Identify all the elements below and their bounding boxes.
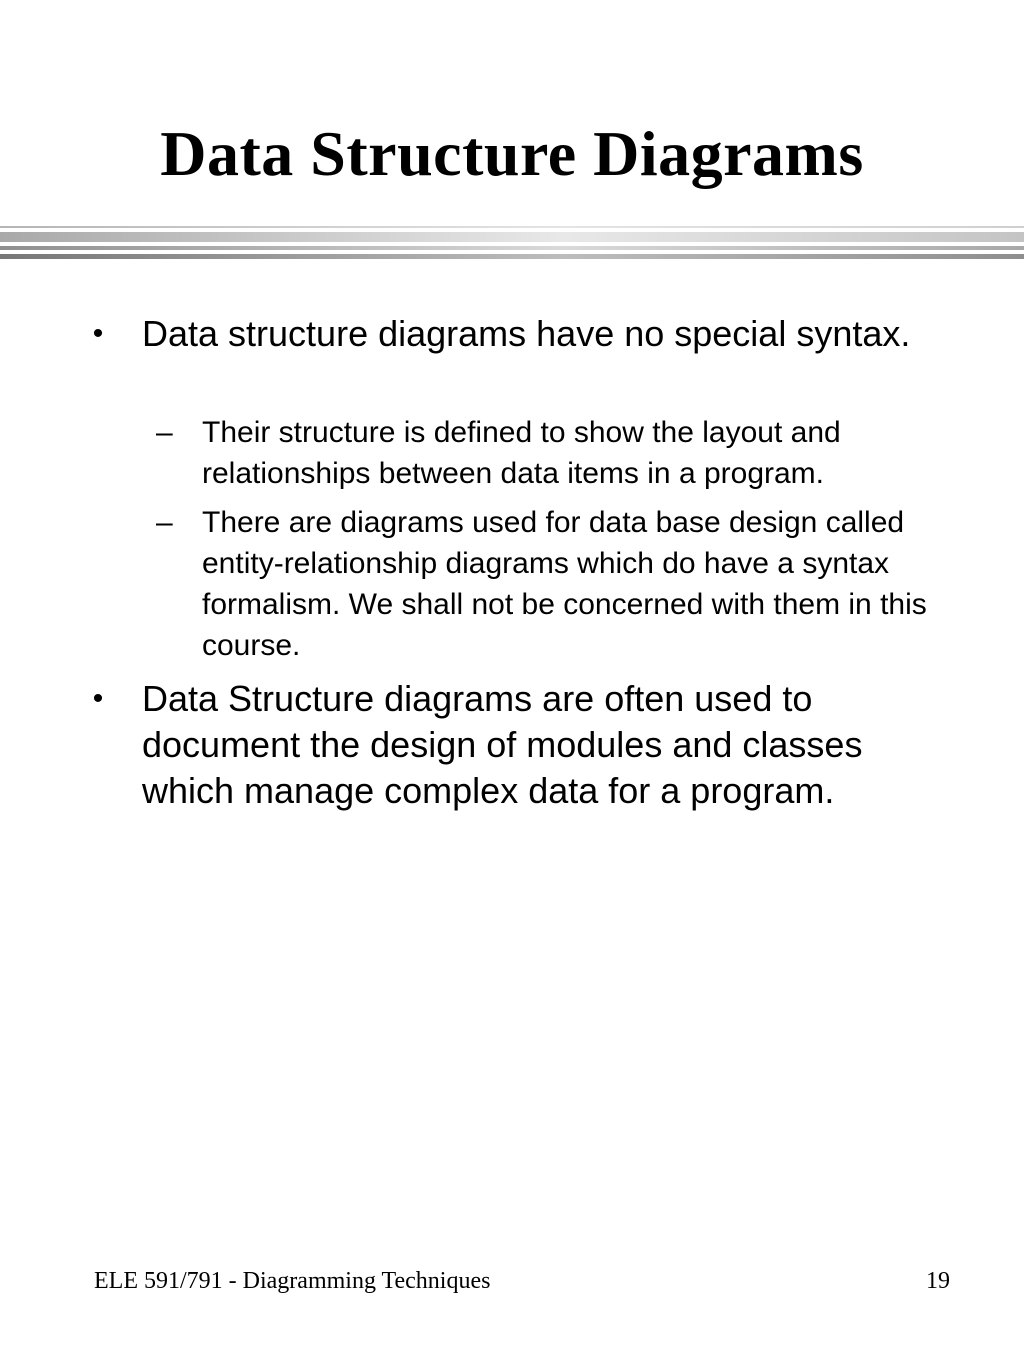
dash-icon: – [156, 506, 173, 539]
slide-title: Data Structure Diagrams [160, 118, 864, 189]
sub-bullet-text: Their structure is defined to show the layout and relationships between data items in a program. [202, 416, 841, 490]
footer-course-title: ELE 591/791 - Diagramming Techniques [94, 1268, 491, 1294]
sub-bullet-text: There are diagrams used for data base design called entity-relationship diagrams which do have a syntax formalism. We shall not be concerned with them in this course. [202, 506, 927, 662]
footer-page-number: 19 [926, 1268, 950, 1294]
divider-line [0, 246, 1024, 250]
divider-line [0, 226, 1024, 228]
divider-line [0, 254, 1024, 259]
sub-bullet-item [156, 502, 962, 666]
title-divider [0, 226, 1024, 260]
bullet-item [92, 676, 942, 814]
bullet-item [92, 311, 942, 357]
dash-icon: – [156, 416, 173, 449]
bullet-text: Data structure diagrams have no special syntax. [142, 313, 911, 354]
sub-bullet-item [156, 412, 962, 494]
bullet-dot-icon: • [92, 317, 104, 350]
bullet-text: Data Structure diagrams are often used to document the design of modules and classes which manage complex data for a program. [142, 678, 863, 811]
divider-line [0, 232, 1024, 242]
bullet-dot-icon: • [92, 682, 104, 715]
